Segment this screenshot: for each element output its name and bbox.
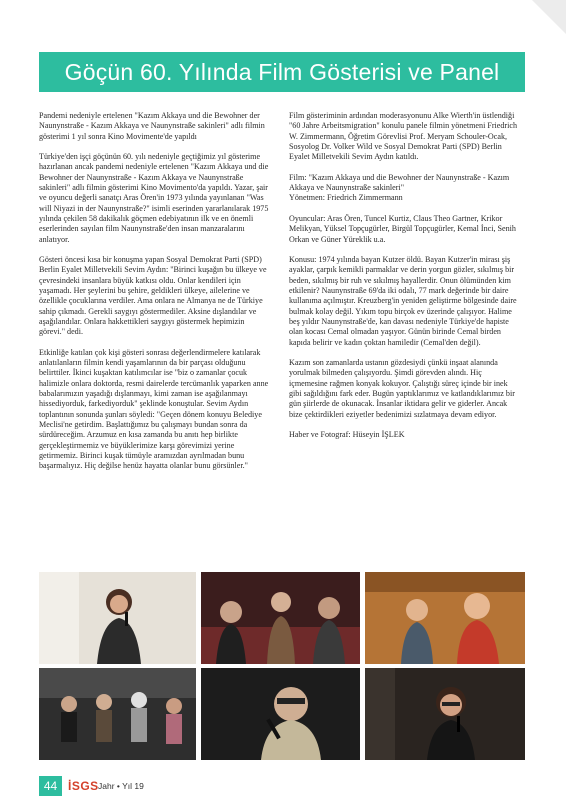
magazine-logo: İSGS — [68, 779, 99, 793]
body-paragraph: Etkinliğe katılan çok kişi gösteri sonrası değerlendirmelere katılarak anlatılanların filmin kendi yaşamlarının da bir parçası olduğunu belirttiler. İkinci kuşaktan katılımcılar ise "biz o zamanlar çocuk halimizle onlara doktorda, resmi dairelerde tercümanlık yaparken anne babalarımızın yaşadığı dışlanmayı, kimi zaman ise aşağılanmayı hissediyorduk, farkediyorduk" şeklinde konuştular. Sevim Aydın toplantının sonunda şunları söyledi: "Geçen dönem konuyu Belediye Meclisi'ne getirdim. Başlattığımız bu çalışmayı bundan sonra da sürdüreceğim. Arzumuz en kısa zamanda bu anıtı hep birlikte gerçekleştirmemiz ve büyüklerimize karşı görevimizi yerine getirmemiz. Birinci kuşak tümüyle aramızdan ayrılmadan bunu başarmalıyız. Hiç değilse henüz hayatta olanlar bunu görsünler." — [39, 347, 269, 471]
title-banner — [39, 52, 525, 92]
issue-label: Jahr • Yıl 19 — [98, 781, 144, 791]
photo-two-men-discussion — [365, 572, 525, 664]
page-footer — [0, 776, 566, 800]
photo-woman-glasses-microphone — [365, 668, 525, 760]
body-paragraph: Kazım son zamanlarda ustanın gözdesiydi çünkü inşaat alanında yorulmak bilmeden çalışıyordu. Şimdi görevden alındı. Hiç içmemesine rağmen konyak kokuyor. Çalıştığı süreç içinde bir inek gibi sağıldığını fark eder. Bugün yaptıklarımız ve katlandıklarımız bir gün şiirlerde de okunacak. İnsanlar iktidara gelir ve giderler. Ancak bize çektirdikleri eziyetler bedenimizi sızlatmaya devam ediyor. — [289, 358, 515, 419]
cast-list: Oyuncular: Aras Ören, Tuncel Kurtiz, Claus Theo Gartner, Krikor Melikyan, Yüksel Topçugürler, Birgül Topçugürler, Kemal İnci, Senih Orkan ve Güner Yüreklik u.a. — [289, 213, 516, 244]
right-column — [289, 111, 521, 451]
lead-paragraph: Pandemi nedeniyle ertelenen "Kazım Akkaya und die Bewohner der Naunynstraße - Kazım Akkaya ve Naunynstraße sakinleri" adlı filmin gösterimi 1 yıl sonra Kino Movimente'de yapıldı — [39, 111, 265, 141]
photo-collage — [39, 572, 525, 760]
photo-panel-stage — [39, 668, 196, 760]
plot-summary: Konusu: 1974 yılında bayan Kutzer öldü. Bayan Kutzer'in mirası şiş ayaklar, çarpık kemikli parmaklar ve derin yorgun gözler, sıkılmış bir beden, sıkılmış bir ruh ve sıkılmış hayallerdir. Onun ölümünden kim etkilenir? Naunynstraße 69'da iki odalı, 77 mark değerinde bir daire kullanıma açılmıştır. Kreuzberg'in yeniden geliştirme bölgesinde daire bulmak kolay değil. Yıkım topu birçok ev üzerinde çalışıyor. Halime beş yıldır Naunynstraße'de, kan davası nedeniyle Türkiye'de hapiste olan kocası Cemal olmadan yaşıyor. Günün birinde Cemal birden kapıda belirir ve kadın çoktan hamiledir (Cemal'den değil). — [289, 255, 517, 347]
film-credits: Film: "Kazım Akkaya und die Bewohner der Naunynstraße - Kazım Akkaya ve Naunynstraße sakinleri" Yönetmen: Friedrich Zimmermann — [289, 172, 510, 203]
photo-man-glasses-microphone — [201, 668, 360, 760]
photo-speaker-woman-microphone — [39, 572, 196, 664]
photo-audience-seated — [201, 572, 360, 664]
body-paragraph: Gösteri öncesi kısa bir konuşma yapan Sosyal Demokrat Parti (SPD) Berlin Eyalet Milletvekili Sevim Aydın: "Birinci kuşağın bu ülkeye ve çevresindeki insanlara büyük katkısı oldu. Onlar kendileri için yaşamadı. Her şeylerini bu şehire, geldikleri ülkeye, ailelerine ve özellikle çocuklarına verdiler. Ama onlara ne Almanya ne de Türkiye sahip çıkmadı. Gerekli saygıyı göstermediler. Aksine dışlandılar ve aşağılandılar. Onlara hakkettikleri saygıyı göstermek hepimizin görevi." dedi. — [39, 255, 267, 337]
byline: Haber ve Fotograf: Hüseyin İŞLEK — [289, 430, 405, 440]
page-corner-decoration — [532, 0, 566, 34]
body-paragraph: Türkiye'den işçi göçünün 60. yılı nedeniyle geçtiğimiz yıl gösterime hazırlanan ancak pandemi nedeniyle ertelenen "Kazım Akkaya und die Bewohner der Naunynstraße - Kazım Akkaya ve Naunynstraße sakinleri" adlı filmin gösterimi Kino Movimento'da yapıldı. Yazar, şair ve oyuncu değerli sanatçı Aras Ören'in 1973 yılında yayınlanan "Was will Niyazi in der Naunynstraße?" isimli eserinden yararlanılarak 1975 yılında çekilen 58 dakikalık göçmen edebiyatının ilk ve en önemli eserlerinden sayılan film Naunynstraße'den insan manzaralarını anlatıyor. — [39, 152, 269, 244]
page-title: Göçün 60. Yılında Film Gösterisi ve Panel — [64, 58, 500, 85]
page-number: 44 — [39, 776, 62, 796]
left-column — [39, 111, 271, 482]
body-paragraph: Film gösteriminin ardından moderasyonunu Alke Wierth'in üstlendiği "60 Jahre Arbeitsmigration" konulu panele filmin yönetmeni Friedrich W. Zimmermann, Öğretim Görevlisi Prof. Meryam Schouler-Ocak, Sosyolog Dr. Volker Wild ve Sosyal Demokrat Parti (SPD) Berlin Eyalet Milletvekili Sevim Aydın katıldı. — [289, 111, 518, 162]
